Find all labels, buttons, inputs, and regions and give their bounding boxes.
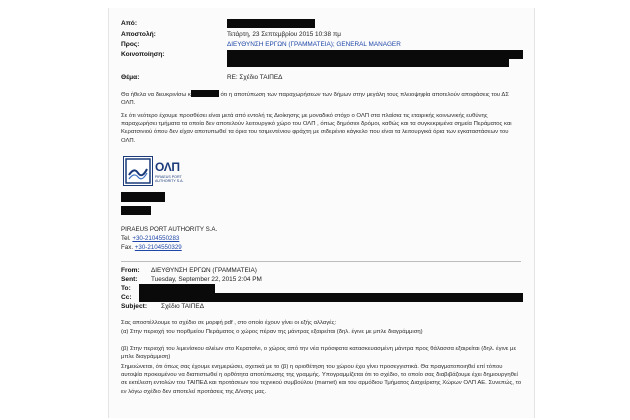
redacted-fwd-to [139,284,215,293]
redacted-cc-2 [227,59,509,67]
fwd-subject-value: Σχέδιο ΤΑΙΠΕΔ [161,303,204,310]
body-p1-start: Θα ήθελα να διευκρινίσω κ [121,92,191,98]
subject-value: RE: Σχέδιο ΤΑΙΠΕΔ [227,74,283,81]
fwd-subject-label: Subject: [121,303,148,310]
separator-rule [121,261,521,262]
fwd-from-value: ΔΙΕΥΘΥΝΣΗ ΕΡΓΩΝ (ΓΡΑΜΜΑΤΕΙΑ) [151,267,257,274]
fwd-sent-value: Tuesday, September 22, 2015 2:04 PM [151,276,262,283]
logo-name: ΟΛΠ [155,160,180,174]
olp-logo-icon [123,156,153,186]
body2-item-b: (β) Στην περιοχή του λιμενίσκου αλιέων στο Κερατσίνι, ο χώρος από την νέα πρόσφατα κατασκευασμένη μάντρα προς θάλασσα εξαιρείται (δηλ. έγινε με μπλε διαγράμμιση) [121,346,517,361]
tel-label: Tel. [121,235,131,242]
redacted-cc [227,50,523,59]
fax-link[interactable]: +30-2104550329 [134,244,182,251]
body2-item-a: (α) Στην περιοχή του πορθμείου Περάματος ο χώρος πέραν της μάντρας εξαιρείται (δηλ. έγινε με μπλε διαγράμμιση) [121,329,423,335]
fwd-cc-label: Cc: [121,294,132,301]
body-paragraph-1 [121,90,523,107]
from-label: Από: [121,20,138,27]
body2-paragraph: Σημειώνεται, ότι όπως σας έχουμε ενημερώσει, σχετικά με το (β) η οριοθέτηση του χώρου έχει γίνει προσεγγιστικά. Θα πραγματοποιηθεί επί τόπου αυτοψία προκειμένου να διαπιστωθεί η ορθότητα αποτύπωσης της γραμμής. Υπογραμμίζεται ότι το σχέδιο, το οποίο σας διαβιβάζουμε έχει δημιουργηθεί σε εκτέλεση εντολών του ΤΑΙΠΕΔ και προτάσεων του τεχνικού συμβούλου (marnet) και του αρμόδιου Τμήματος Διαχείρισης Χώρων ΟΛΠ ΑΕ. Συνεπώς, το εν λόγω σχέδιο δεν αποτελεί προτάσεις της Δ/νσης μας. [121,364,522,395]
cc-label: Κοινοποίηση: [121,51,165,58]
email-document [108,8,535,418]
sent-value: Τετάρτη, 23 Σεπτεμβρίου 2015 10:38 πμ [227,31,341,38]
to-label: Προς: [121,41,140,48]
body-p1-end: πλειοψηφία αποτελούν αποφάσεις του ΔΣ ΟΛΠ. [121,92,509,107]
signature-company: PIRAEUS PORT AUTHORITY S.A. [121,226,218,233]
tel-link[interactable]: +30-2104550283 [132,235,180,242]
fwd-from-label: From: [121,267,140,274]
logo-sub-line-2: AUTHORITY S.A. [155,179,184,184]
signature-tel [121,235,179,242]
body-paragraph-2: Σε ότι νεότερο έχουμε προσθέσει είναι μετά από εντολή τις Διοίκησης με μοναδικό στόχο ο ΟΛΠ στα πλαίσια τις εταιρικής κοινωνικής ευθύνης παραχωρήσει τμήματα τα οποία δεν αποτελούν λειτουργικό χώρο του ΟΛΠ , όπως δημόσιοι δρόμοι, καθώς και τα συγκεκριμένα σημεία Περάματος και Κερατσινιού όπου δεν είχαν αποτυπωθεί τα όρια του τσιμεντένιου φράχτη με σιδερένιο κάγκελο που είναι τα λειτουργικά όρια των εγκαταστάσεων του ΟΛΠ. [121,113,512,144]
logo-subtitle [155,175,184,183]
fwd-to-label: To: [121,285,131,292]
logo-sub-line-1: PIRAEUS PORT [155,175,182,179]
body-p1-rest: ότι η αποτύπωση των παραχωρήσεων των δήμων στην μεγάλη τους [220,92,399,98]
redacted-signature-title [121,206,151,215]
redacted-signature-name [121,192,165,202]
to-value: ΔΙΕΥΘΥΝΣΗ ΕΡΓΩΝ (ΓΡΑΜΜΑΤΕΙΑ); GENERAL MANAGER [227,41,401,48]
signature-fax [121,244,182,251]
fwd-sent-label: Sent: [121,276,138,283]
redacted-fwd-cc [139,293,523,302]
body2-intro: Σας αποστέλλουμε το σχέδιο σε μορφή pdf , στο οποίο έχουν γίνει οι εξής αλλαγές: [121,320,337,326]
redacted-sender [227,19,315,28]
sent-label: Αποστολή: [121,31,156,38]
fax-label: Fax. [121,244,134,251]
subject-label: Θέμα: [121,74,140,81]
redacted-name [191,90,219,97]
